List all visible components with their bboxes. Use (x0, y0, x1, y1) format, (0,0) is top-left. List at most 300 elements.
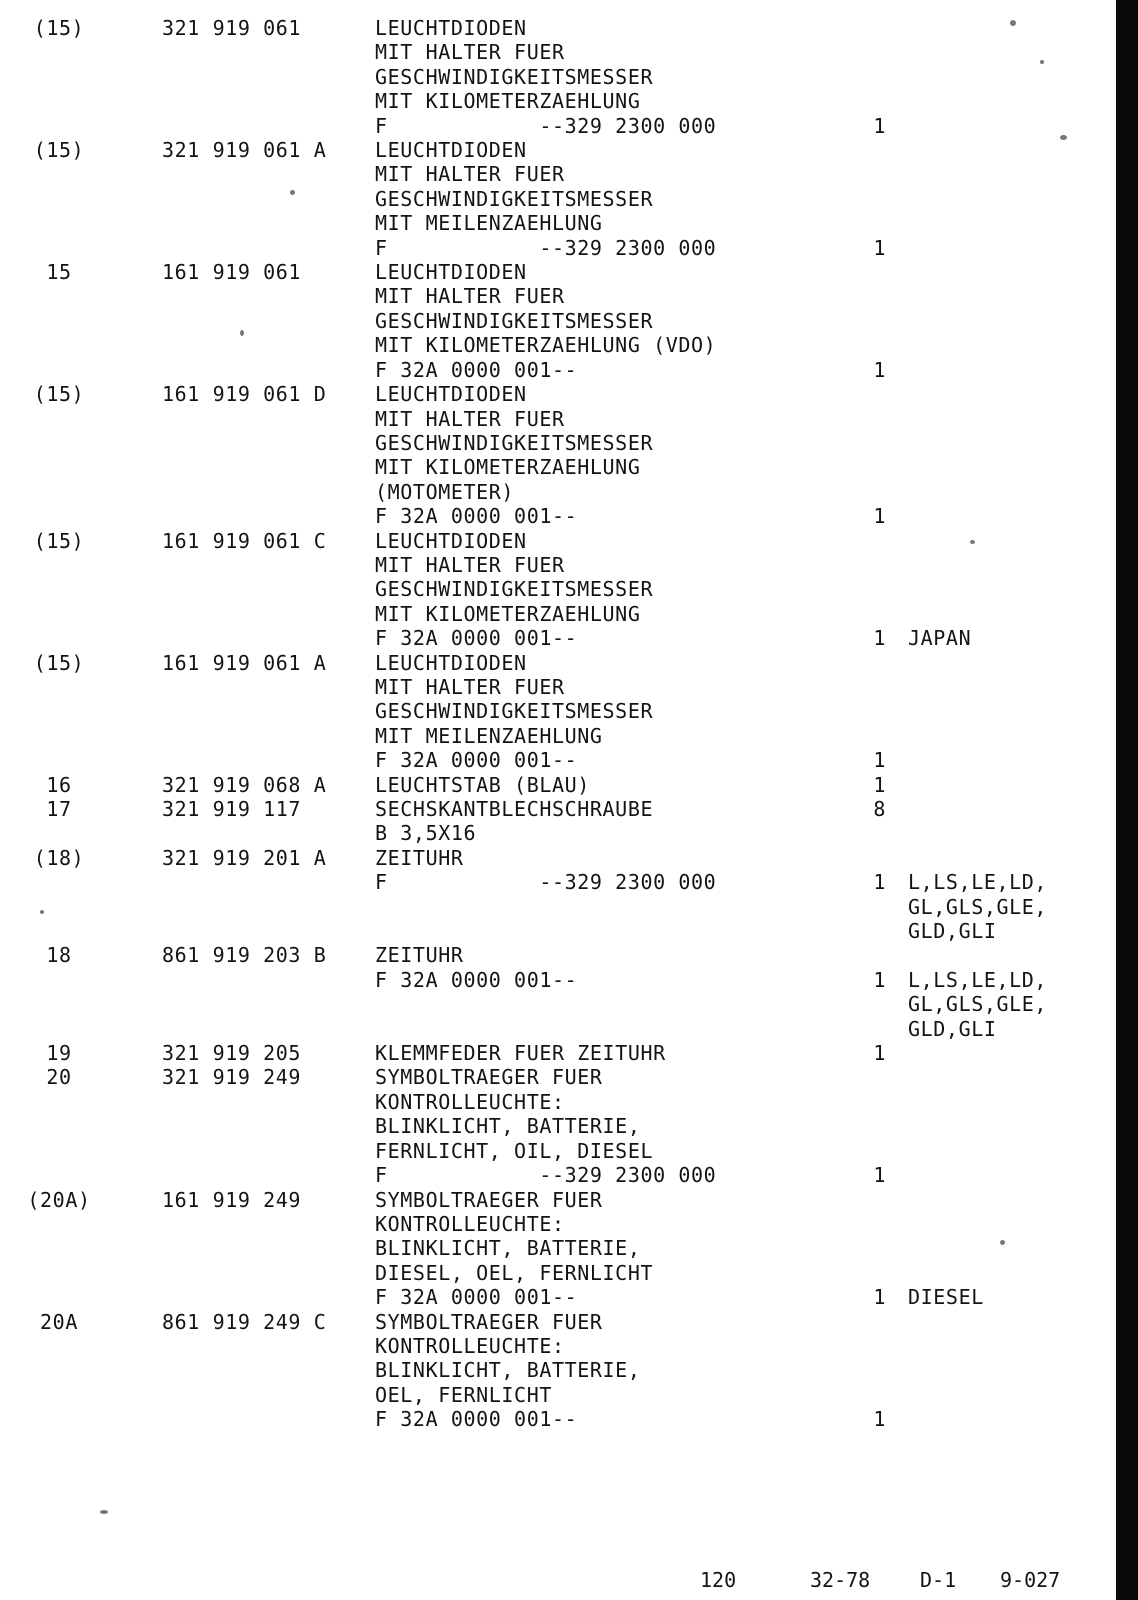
quantity (845, 919, 898, 943)
part-description: MIT KILOMETERZAEHLUNG (375, 601, 641, 626)
part-description: F --329 2300 000 (375, 870, 717, 895)
model-note (898, 1236, 1083, 1260)
list-item (0, 211, 1110, 235)
position-number (0, 821, 140, 845)
list-item (0, 187, 1110, 211)
position-number: 20A (40, 1309, 78, 1334)
part-description: FERNLICHT, OIL, DIESEL (375, 1138, 654, 1163)
quantity (845, 382, 898, 406)
part-number (140, 358, 375, 382)
part-description (375, 919, 845, 943)
part-description: GESCHWINDIGKEITSMESSER (375, 430, 654, 455)
position-number (0, 553, 140, 577)
part-number (140, 724, 375, 748)
list-item (0, 1407, 1110, 1431)
part-number (140, 748, 375, 772)
model-note (898, 480, 1083, 504)
position-number (0, 407, 140, 431)
list-item (0, 89, 1110, 113)
page-footer (700, 1568, 1060, 1592)
model-note (898, 236, 1083, 260)
list-item (0, 455, 1110, 479)
model-note: GL,GLS,GLE, (908, 992, 1048, 1017)
position-number (0, 992, 140, 1016)
part-description: KONTROLLEUCHTE: (375, 1211, 565, 1236)
model-note (898, 211, 1083, 235)
model-note (898, 187, 1083, 211)
part-description (375, 895, 845, 919)
part-number: 321 919 201 A (162, 845, 327, 870)
list-item (0, 1261, 1110, 1285)
part-number (140, 919, 375, 943)
list-item (0, 309, 1110, 333)
part-number (140, 187, 375, 211)
position-number (0, 1163, 140, 1187)
quantity: 8 (873, 797, 886, 821)
quantity (845, 16, 898, 40)
quantity (845, 1310, 898, 1334)
list-item (0, 1090, 1110, 1114)
quantity: 1 (873, 1407, 886, 1432)
quantity: 1 (873, 748, 886, 773)
list-item (0, 1236, 1110, 1260)
position-number (0, 1334, 140, 1358)
position-number (0, 1261, 140, 1285)
part-description: F --329 2300 000 (375, 235, 717, 260)
quantity (845, 1383, 898, 1407)
model-note: L,LS,LE,LD, (908, 870, 1048, 895)
quantity (845, 1212, 898, 1236)
list-item (0, 943, 1110, 967)
model-note (898, 1407, 1083, 1431)
model-note (898, 943, 1083, 967)
quantity (845, 943, 898, 967)
quantity (845, 529, 898, 553)
part-number (140, 333, 375, 357)
model-note (898, 504, 1083, 528)
part-number (140, 1383, 375, 1407)
list-item (0, 675, 1110, 699)
position-number (0, 675, 140, 699)
list-item (0, 504, 1110, 528)
list-item (0, 1065, 1110, 1089)
part-number (140, 1114, 375, 1138)
part-description: LEUCHTDIODEN (375, 138, 527, 163)
position-number (0, 602, 140, 626)
list-item (0, 1163, 1110, 1187)
footer-section: D-1 (920, 1568, 957, 1592)
quantity (845, 1261, 898, 1285)
position-number (0, 968, 140, 992)
quantity (845, 455, 898, 479)
part-description: ZEITUHR (375, 845, 464, 870)
quantity (845, 651, 898, 675)
position-number (0, 89, 140, 113)
part-description: SYMBOLTRAEGER FUER (375, 1309, 603, 1334)
part-description: MIT HALTER FUER (375, 40, 565, 65)
part-description: MIT HALTER FUER (375, 284, 565, 309)
position-number: 19 (46, 1041, 72, 1066)
part-description (375, 992, 845, 1016)
part-description: F 32A 0000 001-- (375, 1407, 578, 1432)
position-number (0, 431, 140, 455)
model-note (898, 114, 1083, 138)
part-number (140, 309, 375, 333)
list-item (0, 333, 1110, 357)
position-number (0, 236, 140, 260)
footer-code: 9-027 (1000, 1568, 1061, 1592)
part-number: 161 919 061 A (162, 650, 327, 675)
position-number (0, 1407, 140, 1431)
quantity: 1 (873, 113, 886, 138)
part-description: F 32A 0000 001-- (375, 748, 578, 773)
position-number (0, 480, 140, 504)
quantity (845, 1114, 898, 1138)
model-note (898, 333, 1083, 357)
position-number (0, 919, 140, 943)
part-description: KONTROLLEUCHTE: (375, 1089, 565, 1114)
quantity (845, 992, 898, 1016)
model-note: GL,GLS,GLE, (908, 894, 1048, 919)
model-note (898, 138, 1083, 162)
part-description: MIT HALTER FUER (375, 162, 565, 187)
list-item (0, 626, 1110, 650)
part-description: GESCHWINDIGKEITSMESSER (375, 186, 654, 211)
footer-page-number: 120 (700, 1568, 737, 1592)
list-item (0, 577, 1110, 601)
quantity (845, 40, 898, 64)
quantity (845, 89, 898, 113)
part-number: 861 919 249 C (162, 1309, 327, 1334)
model-note (898, 65, 1083, 89)
part-description: F --329 2300 000 (375, 1163, 717, 1188)
quantity: 1 (873, 626, 886, 651)
scan-edge-shadow (1116, 0, 1138, 1600)
part-number (140, 1139, 375, 1163)
model-note (898, 1041, 1083, 1065)
quantity (845, 821, 898, 845)
model-note: JAPAN (908, 626, 972, 651)
list-item (0, 846, 1110, 870)
position-number (0, 504, 140, 528)
part-number: 161 919 061 C (162, 528, 327, 553)
position-number: 17 (46, 797, 72, 821)
list-item (0, 1285, 1110, 1309)
model-note (898, 89, 1083, 113)
model-note (898, 846, 1083, 870)
model-note (898, 284, 1083, 308)
part-number (140, 1017, 375, 1041)
part-number (140, 602, 375, 626)
part-description: LEUCHTDIODEN (375, 528, 527, 553)
position-number: (15) (33, 138, 85, 163)
part-number (140, 89, 375, 113)
model-note (898, 1334, 1083, 1358)
part-number: 321 919 068 A (162, 772, 327, 797)
position-number (0, 1017, 140, 1041)
model-note (898, 699, 1083, 723)
quantity (845, 284, 898, 308)
quantity (845, 1236, 898, 1260)
part-number: 321 919 205 (162, 1041, 302, 1066)
part-description: MIT KILOMETERZAEHLUNG (VDO) (375, 333, 717, 358)
model-note (898, 1139, 1083, 1163)
position-number: (15) (33, 528, 85, 553)
quantity (845, 1090, 898, 1114)
part-description (375, 1017, 845, 1041)
model-note (898, 1188, 1083, 1212)
list-item (0, 407, 1110, 431)
part-description: MIT HALTER FUER (375, 552, 565, 577)
list-item (0, 358, 1110, 382)
part-description: LEUCHTDIODEN (375, 382, 527, 407)
part-description: F 32A 0000 001-- (375, 626, 578, 651)
quantity (845, 211, 898, 235)
part-number (140, 65, 375, 89)
part-number (140, 1090, 375, 1114)
position-number (0, 455, 140, 479)
quantity (845, 333, 898, 357)
position-number (0, 309, 140, 333)
list-item (0, 1041, 1110, 1065)
position-number (0, 114, 140, 138)
part-number (140, 1407, 375, 1431)
part-number: 161 919 249 (162, 1187, 302, 1212)
model-note: GLD,GLI (908, 1016, 997, 1041)
list-item (0, 821, 1110, 845)
position-number: (15) (33, 382, 85, 407)
part-number (140, 821, 375, 845)
list-item (0, 968, 1110, 992)
model-note (898, 1358, 1083, 1382)
model-note (898, 309, 1083, 333)
model-note (898, 1383, 1083, 1407)
model-note: L,LS,LE,LD, (908, 967, 1048, 992)
part-number (140, 1334, 375, 1358)
list-item (0, 162, 1110, 186)
quantity (845, 1065, 898, 1089)
part-number: 321 919 061 A (162, 138, 327, 163)
part-number (140, 1163, 375, 1187)
quantity: 1 (873, 1041, 886, 1066)
model-note: DIESEL (908, 1285, 984, 1310)
list-item (0, 773, 1110, 797)
part-number (140, 504, 375, 528)
position-number (0, 1139, 140, 1163)
position-number (0, 1383, 140, 1407)
list-item (0, 1358, 1110, 1382)
quantity (845, 699, 898, 723)
list-item (0, 602, 1110, 626)
model-note: GLD,GLI (908, 919, 997, 944)
part-number (140, 968, 375, 992)
model-note (898, 577, 1083, 601)
part-description: SYMBOLTRAEGER FUER (375, 1065, 603, 1090)
position-number (0, 333, 140, 357)
list-item (0, 1017, 1110, 1041)
position-number (0, 1114, 140, 1138)
quantity (845, 138, 898, 162)
model-note (898, 1212, 1083, 1236)
list-item (0, 870, 1110, 894)
list-item (0, 529, 1110, 553)
list-item (0, 992, 1110, 1016)
part-number (140, 162, 375, 186)
position-number (0, 284, 140, 308)
list-item (0, 138, 1110, 162)
quantity: 1 (873, 357, 886, 382)
quantity: 1 (873, 504, 886, 529)
part-description: SYMBOLTRAEGER FUER (375, 1187, 603, 1212)
part-description: LEUCHTDIODEN (375, 260, 527, 285)
model-note (898, 724, 1083, 748)
model-note (898, 602, 1083, 626)
part-description: GESCHWINDIGKEITSMESSER (375, 308, 654, 333)
list-item (0, 1212, 1110, 1236)
position-number (0, 1285, 140, 1309)
part-description: KLEMMFEDER FUER ZEITUHR (375, 1041, 666, 1066)
model-note (898, 162, 1083, 186)
model-note (898, 1114, 1083, 1138)
position-number (0, 1236, 140, 1260)
part-description: F 32A 0000 001-- (375, 1285, 578, 1310)
quantity (845, 260, 898, 284)
list-item (0, 895, 1110, 919)
quantity (845, 480, 898, 504)
part-number (140, 1261, 375, 1285)
part-number (140, 455, 375, 479)
part-description: F --329 2300 000 (375, 113, 717, 138)
list-item (0, 748, 1110, 772)
quantity (845, 602, 898, 626)
part-number (140, 40, 375, 64)
list-item (0, 1334, 1110, 1358)
position-number (0, 211, 140, 235)
model-note (898, 529, 1083, 553)
position-number (0, 1212, 140, 1236)
quantity (845, 1139, 898, 1163)
quantity: 1 (873, 772, 886, 797)
quantity (845, 407, 898, 431)
part-description: LEUCHTSTAB (BLAU) (375, 772, 590, 797)
list-item (0, 553, 1110, 577)
position-number (0, 1090, 140, 1114)
position-number (0, 358, 140, 382)
quantity (845, 187, 898, 211)
part-number: 861 919 203 B (162, 943, 327, 968)
list-item (0, 1114, 1110, 1138)
list-item (0, 1188, 1110, 1212)
quantity: 1 (873, 1285, 886, 1310)
model-note (898, 553, 1083, 577)
position-number (0, 626, 140, 650)
model-note (898, 1261, 1083, 1285)
list-item (0, 65, 1110, 89)
part-number (140, 480, 375, 504)
part-number (140, 675, 375, 699)
list-item (0, 1310, 1110, 1334)
part-description: F 32A 0000 001-- (375, 504, 578, 529)
part-number: 321 919 117 (162, 797, 302, 821)
part-number (140, 211, 375, 235)
part-number (140, 553, 375, 577)
position-number (0, 870, 140, 894)
model-note (898, 773, 1083, 797)
quantity (845, 1358, 898, 1382)
list-item (0, 797, 1110, 821)
position-number (0, 895, 140, 919)
position-number: 15 (46, 260, 72, 285)
part-number (140, 1236, 375, 1260)
model-note (898, 40, 1083, 64)
model-note (898, 797, 1083, 821)
quantity: 1 (873, 1163, 886, 1188)
position-number: 18 (46, 943, 72, 968)
part-number (140, 1212, 375, 1236)
part-description: DIESEL, OEL, FERNLICHT (375, 1260, 654, 1285)
list-item (0, 236, 1110, 260)
part-description: LEUCHTDIODEN (375, 16, 527, 40)
part-description: MIT KILOMETERZAEHLUNG (375, 455, 641, 480)
quantity (845, 553, 898, 577)
position-number (0, 65, 140, 89)
quantity (845, 1334, 898, 1358)
part-number: 161 919 061 D (162, 382, 327, 407)
model-note (898, 382, 1083, 406)
quantity (845, 431, 898, 455)
part-description: BLINKLICHT, BATTERIE, (375, 1114, 641, 1139)
part-description: MIT MEILENZAEHLUNG (375, 211, 603, 236)
position-number: (20A) (27, 1187, 91, 1212)
list-item (0, 699, 1110, 723)
part-description: GESCHWINDIGKEITSMESSER (375, 699, 654, 724)
quantity (845, 675, 898, 699)
position-number: (15) (33, 16, 85, 40)
part-description: KONTROLLEUCHTE: (375, 1333, 565, 1358)
quantity: 1 (873, 967, 886, 992)
quantity (845, 309, 898, 333)
list-item (0, 651, 1110, 675)
list-item (0, 40, 1110, 64)
list-item (0, 284, 1110, 308)
part-number (140, 114, 375, 138)
model-note (898, 821, 1083, 845)
list-item (0, 382, 1110, 406)
part-description: ZEITUHR (375, 943, 464, 968)
part-number: 321 919 061 (162, 16, 302, 40)
part-number (140, 407, 375, 431)
part-number: 321 919 249 (162, 1065, 302, 1090)
part-number (140, 284, 375, 308)
model-note (898, 748, 1083, 772)
position-number: (15) (33, 650, 85, 675)
position-number (0, 162, 140, 186)
part-description: MIT HALTER FUER (375, 406, 565, 431)
position-number (0, 577, 140, 601)
list-item (0, 919, 1110, 943)
position-number: 20 (46, 1065, 72, 1090)
model-note (898, 1163, 1083, 1187)
part-description: MIT KILOMETERZAEHLUNG (375, 89, 641, 114)
position-number (0, 724, 140, 748)
part-description: (MOTOMETER) (375, 479, 515, 504)
part-number (140, 870, 375, 894)
list-item (0, 114, 1110, 138)
part-number (140, 236, 375, 260)
model-note (898, 407, 1083, 431)
position-number (0, 187, 140, 211)
part-description: B 3,5X16 (375, 821, 477, 846)
